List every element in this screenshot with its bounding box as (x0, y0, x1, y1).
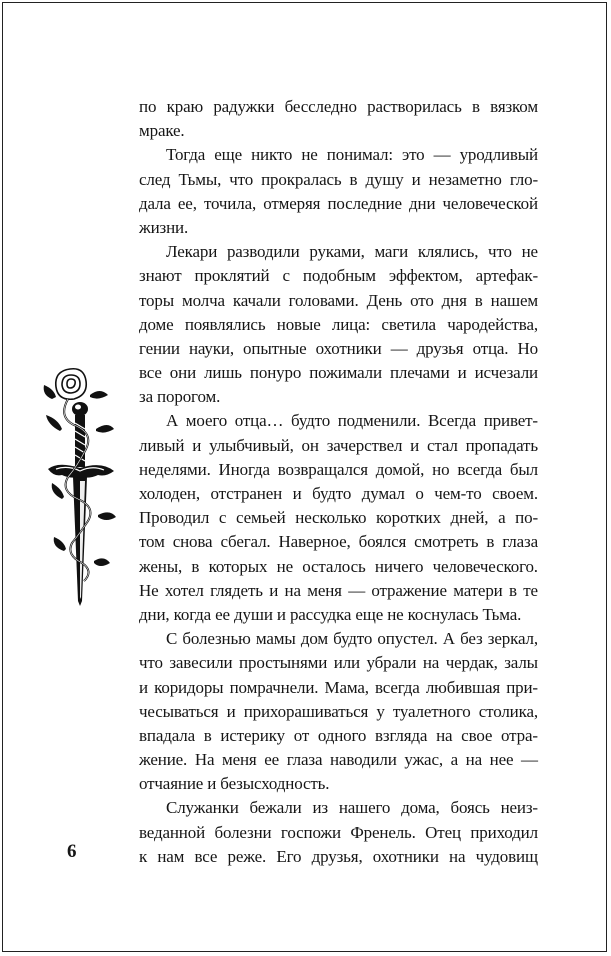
text-line: мраке. (139, 121, 185, 141)
text-line: Лекари разводили руками, маги клялись, что не (166, 242, 538, 262)
text-line: знают проклятий с подобным эффектом, артефак- (139, 266, 538, 286)
text-line: жение. На меня ее глаза наводили ужас, а на нее — (139, 750, 538, 770)
text-line: Тогда еще никто не понимал: это — уродливый (166, 145, 538, 165)
text-line: дала ее, точила, отмеряя последние дни человеческой (139, 193, 538, 213)
text-line: доме появлялись новые лица: светила чародейства, (139, 314, 538, 334)
text-line: А моего отца… будто подменили. Всегда привет- (166, 411, 538, 431)
text-line: дни, когда ее души и рассудка еще не коснулась Тьма. (139, 604, 522, 624)
text-line: холоден, отстранен и будто думал о чем-то своем. (139, 484, 538, 503)
text-line: все они лишь понуро пожимали плечами и исчезали (139, 363, 538, 383)
text-line: неделями. Иногда возвращался домой, но всегда был (139, 459, 538, 479)
text-line: по краю радужки бесследно растворилась в вязком (139, 97, 538, 116)
text-line: ливый и улыбчивый, он зачерствел и стал пропадать (139, 435, 538, 455)
page-number: 6 (67, 841, 77, 862)
text-line: жизни. (139, 217, 189, 237)
dagger-with-rose-icon (38, 365, 122, 610)
body-text (139, 95, 538, 869)
text-line: торы молча качали головами. День ото дня в нашем (139, 290, 538, 310)
text-line: веданной болезни госпожи Френель. Отец приходил (139, 822, 538, 842)
text-line: к нам все реже. Его друзья, охотники на чудовищ (139, 846, 538, 866)
text-line: чесываться и прихорашиваться у туалетного столика, (139, 701, 538, 721)
text-line: отчаяние и безысходность. (139, 774, 330, 794)
text-line: С болезнью мамы дом будто опустел. А без зеркал, (166, 629, 538, 649)
text-line: за порогом. (139, 387, 221, 407)
text-line: и коридоры помрачнели. Мама, всегда любившая при- (139, 677, 538, 697)
text-line: Не хотел глядеть и на меня — отражение матери в те (139, 580, 538, 600)
text-line: жены, в которых не осталось ничего человеческого. (139, 556, 538, 576)
text-line: впадала в истерику от одного взгляда на свое отра- (139, 725, 538, 745)
text-line: Проводил с семьей несколько коротких дней, а по- (139, 508, 538, 528)
text-line: след Тьмы, что прокралась в душу и незаметно гло- (139, 169, 538, 189)
text-line: гении науки, опытные охотники — друзья отца. Но (139, 338, 538, 358)
text-line: что завесили простынями или убрали на чердак, залы (139, 653, 538, 673)
text-line: том снова сбегал. Наверное, боялся смотреть в глаза (139, 532, 538, 552)
text-line: Служанки бежали из нашего дома, боясь неиз- (166, 798, 538, 818)
